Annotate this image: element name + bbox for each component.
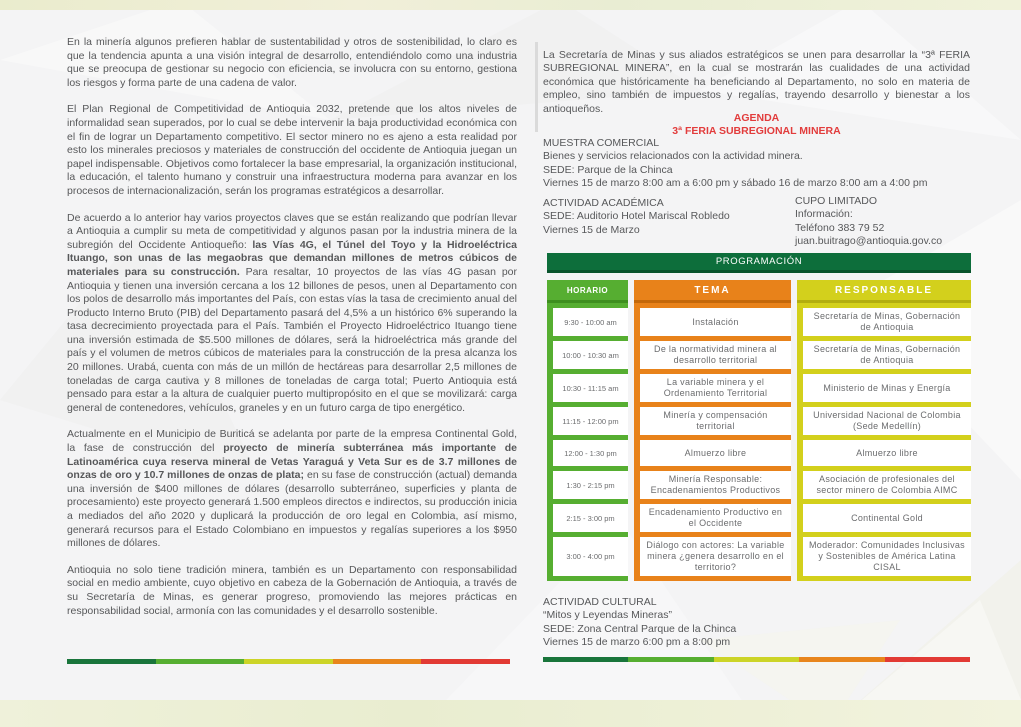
- schedule-responsible-cell: Almuerzo libre: [803, 440, 971, 466]
- top-decorative-strip: [0, 0, 1021, 10]
- cupo-line: Información:: [795, 208, 853, 221]
- paragraph: [67, 428, 517, 550]
- table-row-wrapper: [634, 435, 791, 466]
- schedule-time-cell: 9:30 - 10:00 am: [553, 308, 628, 336]
- table-row-wrapper: [797, 402, 971, 435]
- paragraph-bold-text: las Vías 4G, el Túnel del Toyo y la Hidroeléctrica Ituango, son unas de las megaobras que demandan millones de metros cúbicos de materiales para su construcción.: [67, 238, 518, 278]
- stripe-segment: [799, 657, 884, 662]
- paragraph-text: De acuerdo a lo anterior hay varios proyectos claves que se están realizando que podrían llevar a Antioquia a cumplir su meta de competitividad y algunos pasan por la industria minera de la subregión del Occidente Antioqueño:: [67, 211, 517, 251]
- feria-intro-paragraph: La Secretaría de Minas y sus aliados estratégicos se unen para desarrollar la “3ª FERIA SUBREGIONAL MINERA”, en la cual se mostrarán las cualidades de una actividad económica que históricamente ha beneficiando al Departamento, no solo en materia de empleo, sino también de impuestos y regalías, trayendo desarrollo y bienestar a los antioqueños.: [543, 48, 970, 115]
- column-header-horario: HORARIO: [547, 280, 628, 303]
- table-row-wrapper: [547, 336, 628, 369]
- schedule-topic-cell: Instalación: [640, 308, 791, 336]
- schedule-topic-cell: La variable minera y el Ordenamiento Territorial: [640, 374, 791, 402]
- left-page-text-column: [67, 36, 517, 631]
- schedule-responsible-cell: Ministerio de Minas y Energía: [803, 374, 971, 402]
- table-row-wrapper: [547, 369, 628, 402]
- cultural-line: “Mitos y Leyendas Mineras”: [543, 609, 672, 622]
- paragraph-text: en su fase de construcción (actual) demanda una inversión de $400 millones de dólares (desarrollo subterráneo, superficies y planta de procesamiento) este proyecto generará 1.500 empleos directos e indirectos, su producción inicia a mediados del año 2020 y duplicará la producción de oro legal en Colombia, así mismo, generará recursos para el Estado Colombiano en impuestos y regalías superiores a los $950 millones de dólares.: [67, 469, 517, 550]
- programacion-grid: [547, 280, 971, 581]
- table-row-wrapper: [547, 435, 628, 466]
- schedule-time-cell: 2:15 - 3:00 pm: [553, 504, 628, 532]
- column-header-tema: TEMA: [634, 280, 791, 303]
- schedule-responsible-cell: Asociación de profesionales del sector minero de Colombia AIMC: [803, 471, 971, 499]
- schedule-topic-cell: Encadenamiento Productivo en el Occidente: [640, 504, 791, 532]
- stripe-segment: [714, 657, 799, 662]
- schedule-time-cell: 3:00 - 4:00 pm: [553, 537, 628, 576]
- table-row-wrapper: [547, 466, 628, 499]
- table-row-wrapper: [634, 336, 791, 369]
- muestra-line: Viernes 15 de marzo 8:00 am a 6:00 pm y sábado 16 de marzo 8:00 am a 4:00 pm: [543, 177, 928, 190]
- table-row-wrapper: [634, 532, 791, 581]
- table-row-wrapper: [547, 303, 628, 336]
- muestra-line: SEDE: Parque de la Chinca: [543, 163, 673, 176]
- column-header-responsable: RESPONSABLE: [797, 280, 971, 303]
- stripe-segment: [885, 657, 970, 662]
- academica-line: SEDE: Auditorio Hotel Mariscal Robledo: [543, 210, 730, 223]
- table-row-wrapper: [797, 532, 971, 581]
- schedule-time-cell: 11:15 - 12:00 pm: [553, 407, 628, 435]
- table-row-wrapper: [634, 402, 791, 435]
- table-row-wrapper: [634, 499, 791, 532]
- programacion-table: [547, 253, 971, 581]
- cultural-line: SEDE: Zona Central Parque de la Chinca: [543, 622, 737, 635]
- table-row-wrapper: [547, 402, 628, 435]
- paragraph: [67, 36, 517, 90]
- paragraph: [67, 212, 517, 416]
- cultural-line: Viernes 15 de marzo 6:00 pm a 8:00 pm: [543, 636, 731, 649]
- stripe-segment: [67, 659, 156, 664]
- schedule-topic-cell: De la normatividad minera al desarrollo territorial: [640, 341, 791, 369]
- paragraph-text: Para resaltar, 10 proyectos de las vías 4G pasan por Antioquia y tienen una inversión cercana a los 12 billones de pesos, unen al Departamento con los polos de desarrollo más importantes del País, con estas vías la tasa de crecimiento anual del Producto Interno Bruto (PIB) del Departamento pasará del 4,5% a un histórico 6% superando la tasa decrecimiento proyectada para el País. También el Proyecto Hidroeléctrico Ituango tiene una inversión estimada de $5.500 millones de dólares, será la hidroeléctrica más grande del país y el volumen de metros cúbicos de materiales para la construcción de la presa alcanza los 20 millones. Urabá, cuenta con más de un millón de hectáreas para desarrollar 2,5 millones de toneladas de carga cautiva y 8 millones de toneladas de carga total; Puerto Antioquia está pensado para estar a la altura de cualquier puerto multipropósito en el que se movilizará: carga general de contenedores, vehículos, graneles y en un futuro carga de tipo energético.: [67, 265, 517, 414]
- intro-divider-bar: [535, 42, 538, 132]
- muestra-title: MUESTRA COMERCIAL: [543, 137, 660, 149]
- table-row-wrapper: [797, 435, 971, 466]
- paragraph-bold-text: proyecto de minería subterránea más importante de Latinoamérica cuya reserva mineral de Vetas Yaraguá y Veta Sur es de 3.7 millones de onzas de oro y 10.7 millones de onzas de plata;: [67, 442, 517, 482]
- actividad-cultural-block: [543, 596, 736, 650]
- stripe-segment: [543, 657, 628, 662]
- schedule-responsible-cell: Continental Gold: [803, 504, 971, 532]
- paragraph-text: El Plan Regional de Competitividad de Antioquia 2032, pretende que los altos niveles de informalidad sean superados, por lo cual se debe intervenir la baja productividad económica con el fin de lograr un Departamento competitivo. El sector minero no es ajeno a esta realidad por esto los minerales preciosos y materiales de construcción del occidente de Antioquia juegan un papel indispensable. Objetivos como fortalecer la base empresarial, la organización institucional, la educación, el talento humano y construir una infraestructura moderna para avanzar en los procesos de internacionalización, serán los programas estratégicos a desarrollar.: [67, 103, 517, 197]
- table-row-wrapper: [634, 303, 791, 336]
- schedule-time-cell: 10:30 - 11:15 am: [553, 374, 628, 402]
- cupo-line: Teléfono 383 79 52: [795, 221, 885, 234]
- stripe-segment: [333, 659, 422, 664]
- paragraph: [67, 103, 517, 198]
- cupo-email: juan.buitrago@antioquia.gov.co: [795, 235, 943, 248]
- table-row-wrapper: [547, 532, 628, 581]
- table-row-wrapper: [797, 466, 971, 499]
- schedule-topic-cell: Minería y compensación territorial: [640, 407, 791, 435]
- cupo-limitado-block: [795, 195, 942, 249]
- academica-title: ACTIVIDAD ACADÉMICA: [543, 197, 664, 209]
- muestra-line: Bienes y servicios relacionados con la actividad minera.: [543, 150, 803, 163]
- schedule-topic-cell: Diálogo con actores: La variable minera ¿genera desarrollo en el territorio?: [640, 537, 791, 576]
- programacion-title-bar: PROGRAMACIÓN: [547, 253, 971, 273]
- schedule-time-cell: 12:00 - 1:30 pm: [553, 440, 628, 466]
- bottom-decorative-strip: [0, 700, 1021, 727]
- table-row-wrapper: [797, 369, 971, 402]
- stripe-segment: [628, 657, 713, 662]
- table-row-wrapper: [797, 336, 971, 369]
- muestra-comercial-block: [543, 137, 927, 191]
- table-row-wrapper: [547, 499, 628, 532]
- cupo-title: CUPO LIMITADO: [795, 195, 878, 207]
- table-row-wrapper: [797, 499, 971, 532]
- stripe-segment: [421, 659, 510, 664]
- schedule-topic-cell: Minería Responsable: Encadenamientos Productivos: [640, 471, 791, 499]
- schedule-time-cell: 1:30 - 2:15 pm: [553, 471, 628, 499]
- stripe-segment: [244, 659, 333, 664]
- paragraph-text: Antioquia no solo tiene tradición minera, también es un Departamento con responsabilidad social en medio ambiente, cuyo objetivo en cabeza de la Gobernación de Antioquia, a través de su Secretaría de Minas, es generar progreso, promoviendo las mejores prácticas en responsabilidad social, armonía con las comunidades y el desarrollo sostenible.: [67, 563, 517, 617]
- paragraph: [67, 564, 517, 618]
- schedule-responsible-cell: Moderador: Comunidades Inclusivas y Sostenibles de América Latina CISAL: [803, 537, 971, 576]
- cultural-title: ACTIVIDAD CULTURAL: [543, 596, 657, 608]
- table-row-wrapper: [634, 369, 791, 402]
- schedule-responsible-cell: Secretaría de Minas, Gobernación de Antioquia: [803, 341, 971, 369]
- footer-stripe-left: [67, 659, 510, 664]
- stripe-segment: [156, 659, 245, 664]
- table-row-wrapper: [797, 303, 971, 336]
- agenda-subtitle: 3ª FERIA SUBREGIONAL MINERA: [672, 124, 841, 137]
- schedule-topic-cell: Almuerzo libre: [640, 440, 791, 466]
- actividad-academica-block: [543, 197, 730, 237]
- schedule-responsible-cell: Secretaría de Minas, Gobernación de Antioquia: [803, 308, 971, 336]
- academica-line: Viernes 15 de Marzo: [543, 223, 640, 236]
- schedule-time-cell: 10:00 - 10:30 am: [553, 341, 628, 369]
- footer-stripe-right: [543, 657, 970, 662]
- agenda-heading: [543, 112, 970, 137]
- schedule-responsible-cell: Universidad Nacional de Colombia (Sede Medellín): [803, 407, 971, 435]
- paragraph-text: En la minería algunos prefieren hablar de sustentabilidad y otros de sostenibilidad, lo claro es que la tendencia apunta a una visión integral de desarrollo, entendiéndolo como una industria que se preocupa de gestionar su negocio con eficiencia, se involucra con su entorno, gestiona los riesgos y forma parte de una cadena de valor.: [67, 36, 517, 89]
- paragraph-text: Actualmente en el Municipio de Buriticá se adelanta por parte de la empresa Continental Gold, la fase de construcción del: [67, 428, 517, 455]
- table-row-wrapper: [634, 466, 791, 499]
- agenda-title: AGENDA: [733, 112, 780, 124]
